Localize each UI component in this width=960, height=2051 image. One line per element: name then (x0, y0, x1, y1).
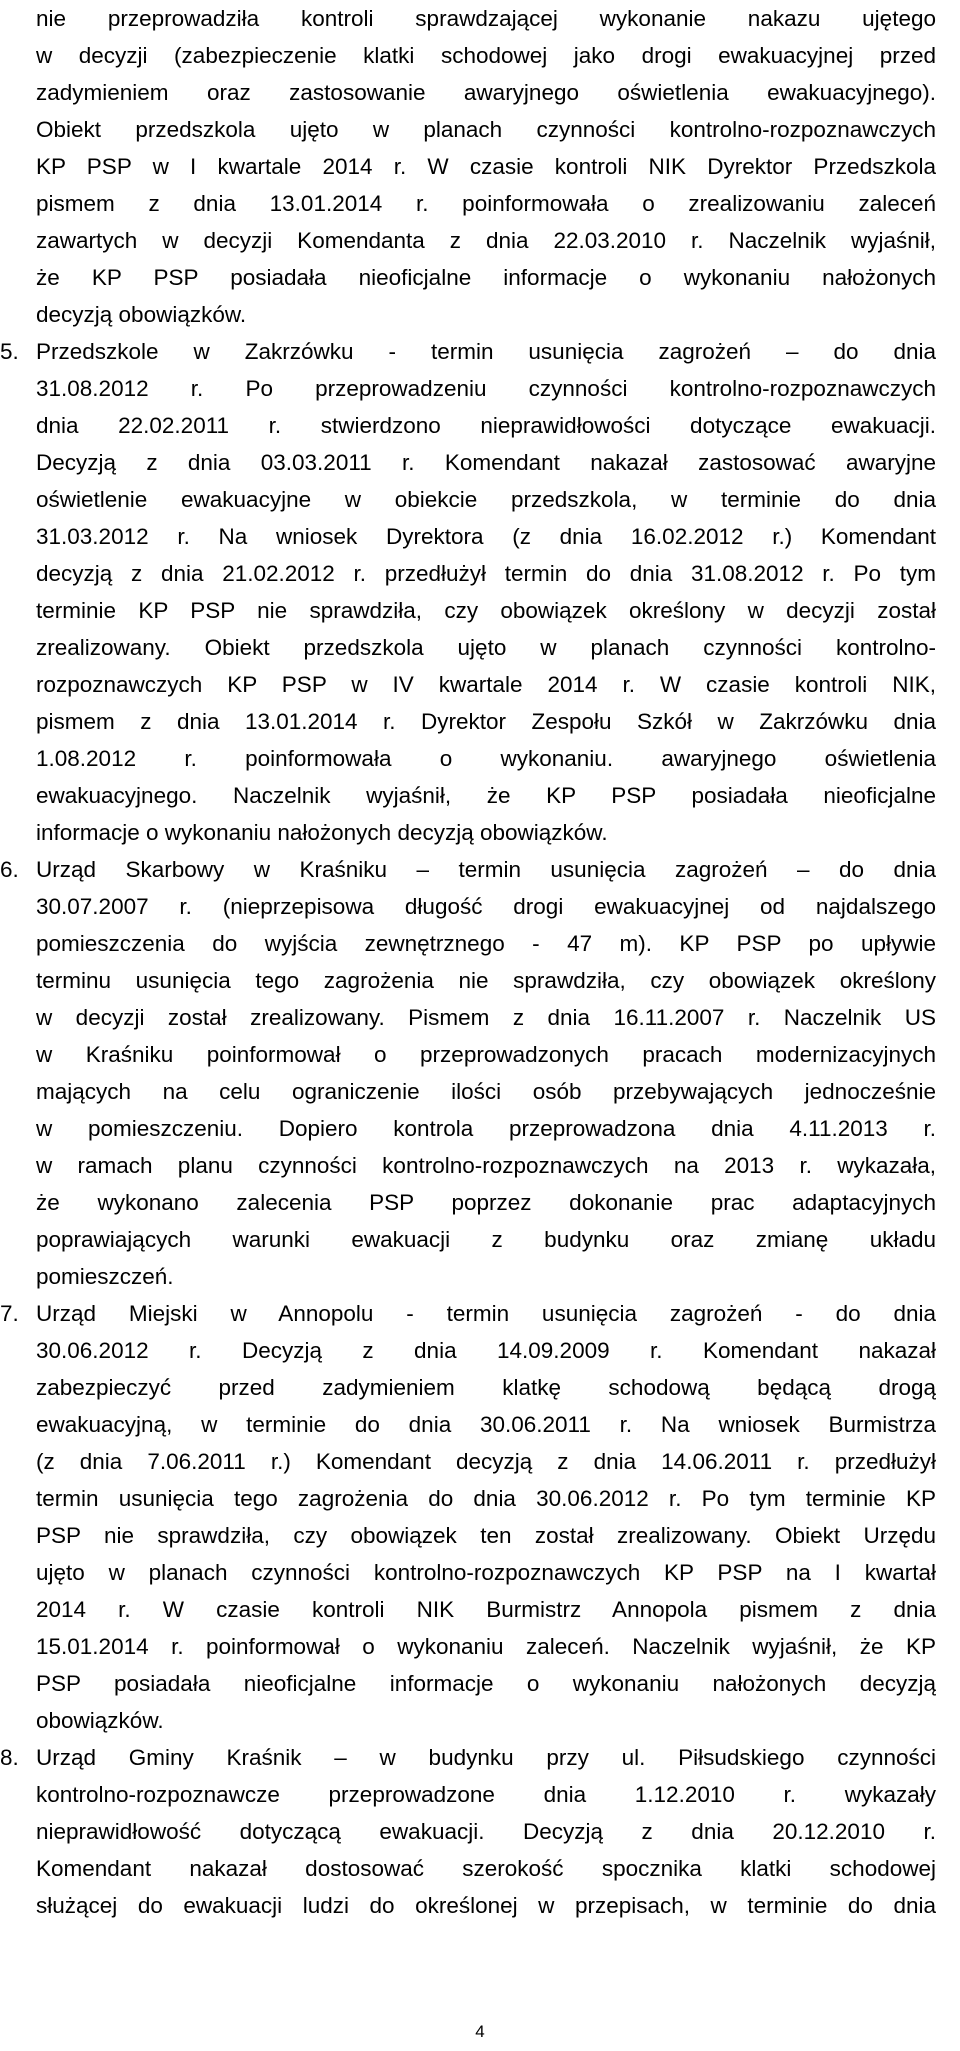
text-line: informacje o wykonaniu nałożonych decyzją obowiązków. (36, 820, 608, 845)
text-line: zadymieniem oraz zastosowanie awaryjnego oświetlenia ewakuacyjnego). (36, 80, 936, 105)
text-line: Urząd Miejski w Annopolu - termin usunięcia zagrożeń - do dnia (36, 1301, 936, 1326)
text-line: służącej do ewakuacji ludzi do określonej w przepisach, w terminie do dnia (36, 1893, 936, 1918)
text-line: w Kraśniku poinformował o przeprowadzonych pracach modernizacyjnych (36, 1042, 936, 1067)
text-line: ujęto w planach czynności kontrolno-rozpoznawczych KP PSP na I kwartał (36, 1560, 936, 1585)
text-line: kontrolno-rozpoznawcze przeprowadzone dnia 1.12.2010 r. wykazały (36, 1782, 936, 1807)
text-line: Komendant nakazał dostosować szerokość spocznika klatki schodowej (36, 1856, 936, 1881)
text-line: decyzją z dnia 21.02.2012 r. przedłużył termin do dnia 31.08.2012 r. Po tym (36, 561, 936, 586)
text-line: w ramach planu czynności kontrolno-rozpoznawczych na 2013 r. wykazała, (36, 1153, 936, 1178)
text-line: nieprawidłowość dotyczącą ewakuacji. Decyzją z dnia 20.12.2010 r. (36, 1819, 936, 1844)
text-line: w pomieszczeniu. Dopiero kontrola przeprowadzona dnia 4.11.2013 r. (36, 1116, 936, 1141)
text-line: zawartych w decyzji Komendanta z dnia 22.03.2010 r. Naczelnik wyjaśnił, (36, 228, 936, 253)
text-line: PSP posiadała nieoficjalne informacje o wykonaniu nałożonych decyzją (36, 1671, 936, 1696)
page-number: 4 (475, 2022, 485, 2041)
text-line: Urząd Gminy Kraśnik – w budynku przy ul. Piłsudskiego czynności (36, 1745, 936, 1770)
text-line: Decyzją z dnia 03.03.2011 r. Komendant nakazał zastosować awaryjne (36, 450, 936, 475)
text-line: że wykonano zalecenia PSP poprzez dokonanie prac adaptacyjnych (36, 1190, 936, 1215)
list-item (0, 851, 936, 1295)
text-line: ewakuacyjnego. Naczelnik wyjaśnił, że KP PSP posiadała nieoficjalne (36, 783, 936, 808)
text-line: (z dnia 7.06.2011 r.) Komendant decyzją z dnia 14.06.2011 r. przedłużył (36, 1449, 936, 1474)
text-line: poprawiających warunki ewakuacji z budynku oraz zmianę układu (36, 1227, 936, 1252)
list-item (0, 1739, 936, 1924)
text-line: w decyzji został zrealizowany. Pismem z dnia 16.11.2007 r. Naczelnik US (36, 1005, 936, 1030)
text-line: pismem z dnia 13.01.2014 r. poinformowała o zrealizowaniu zaleceń (36, 191, 936, 216)
text-line: PSP nie sprawdziła, czy obowiązek ten został zrealizowany. Obiekt Urzędu (36, 1523, 936, 1548)
text-line: nie przeprowadziła kontroli sprawdzającej wykonanie nakazu ujętego (36, 6, 936, 31)
text-line: terminu usunięcia tego zagrożenia nie sprawdziła, czy obowiązek określony (36, 968, 936, 993)
text-line: Urząd Skarbowy w Kraśniku – termin usunięcia zagrożeń – do dnia (36, 857, 936, 882)
text-line: 1.08.2012 r. poinformowała o wykonaniu. awaryjnego oświetlenia (36, 746, 936, 771)
text-line: KP PSP w I kwartale 2014 r. W czasie kontroli NIK Dyrektor Przedszkola (36, 154, 936, 179)
text-line: obowiązków. (36, 1708, 164, 1733)
numbered-list (0, 333, 936, 1924)
text-line: pismem z dnia 13.01.2014 r. Dyrektor Zespołu Szkół w Zakrzówku dnia (36, 709, 936, 734)
text-line: ewakuacyjną, w terminie do dnia 30.06.2011 r. Na wniosek Burmistrza (36, 1412, 936, 1437)
text-line: pomieszczenia do wyjścia zewnętrznego - 47 m). KP PSP po upływie (36, 931, 936, 956)
text-line: że KP PSP posiadała nieoficjalne informacje o wykonaniu nałożonych (36, 265, 936, 290)
list-item (0, 333, 936, 851)
text-line: 30.07.2007 r. (nieprzepisowa długość drogi ewakuacyjnej od najdalszego (36, 894, 936, 919)
text-line: termin usunięcia tego zagrożenia do dnia 30.06.2012 r. Po tym terminie KP (36, 1486, 936, 1511)
text-line: decyzją obowiązków. (36, 302, 247, 327)
text-line: dnia 22.02.2011 r. stwierdzono nieprawidłowości dotyczące ewakuacji. (36, 413, 936, 438)
text-line: 2014 r. W czasie kontroli NIK Burmistrz Annopola pismem z dnia (36, 1597, 936, 1622)
text-line: zabezpieczyć przed zadymieniem klatkę schodową będącą drogą (36, 1375, 936, 1400)
list-item (0, 1295, 936, 1739)
text-line: oświetlenie ewakuacyjne w obiekcie przedszkola, w terminie do dnia (36, 487, 936, 512)
list-item-number: 5. (0, 339, 19, 364)
text-line: zrealizowany. Obiekt przedszkola ujęto w planach czynności kontrolno- (36, 635, 936, 660)
intro-paragraph (36, 0, 936, 333)
text-line: w decyzji (zabezpieczenie klatki schodowej jako drogi ewakuacyjnej przed (36, 43, 936, 68)
list-item-number: 6. (0, 857, 19, 882)
text-line: 31.08.2012 r. Po przeprowadzeniu czynności kontrolno-rozpoznawczych (36, 376, 936, 401)
list-item-number: 7. (0, 1301, 19, 1326)
text-line: 30.06.2012 r. Decyzją z dnia 14.09.2009 r. Komendant nakazał (36, 1338, 936, 1363)
text-line: mających na celu ograniczenie ilości osób przebywających jednocześnie (36, 1079, 936, 1104)
text-line: Obiekt przedszkola ujęto w planach czynności kontrolno-rozpoznawczych (36, 117, 936, 142)
text-line: 15.01.2014 r. poinformował o wykonaniu zaleceń. Naczelnik wyjaśnił, że KP (36, 1634, 936, 1659)
text-line: pomieszczeń. (36, 1264, 174, 1289)
text-line: 31.03.2012 r. Na wniosek Dyrektora (z dnia 16.02.2012 r.) Komendant (36, 524, 936, 549)
text-line: Przedszkole w Zakrzówku - termin usunięcia zagrożeń – do dnia (36, 339, 936, 364)
list-item-number: 8. (0, 1745, 19, 1770)
text-line: terminie KP PSP nie sprawdziła, czy obowiązek określony w decyzji został (36, 598, 936, 623)
text-line: rozpoznawczych KP PSP w IV kwartale 2014 r. W czasie kontroli NIK, (36, 672, 936, 697)
